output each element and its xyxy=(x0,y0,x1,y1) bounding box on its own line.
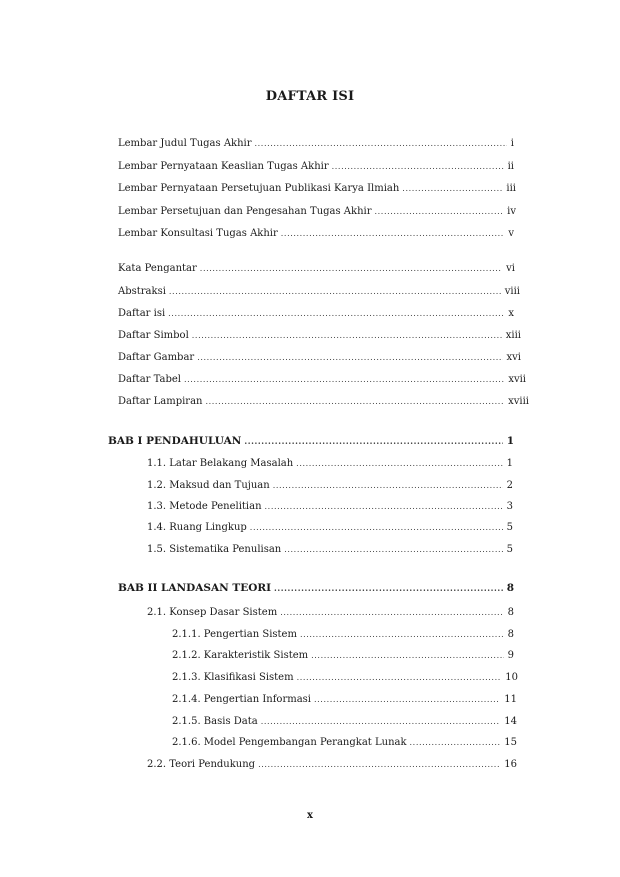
page-title: DAFTAR ISI xyxy=(265,89,355,104)
toc-entry-label: Daftar Lampiran xyxy=(118,396,203,407)
dot-leader xyxy=(296,459,502,469)
dot-leader xyxy=(265,502,503,512)
toc-entry-label: BAB I PENDAHULUAN xyxy=(108,435,242,447)
toc-chapter-entry[interactable] xyxy=(108,431,514,447)
toc-entry-label: 2.1. Konsep Dasar Sistem xyxy=(147,607,278,618)
toc-entry-page: 2 xyxy=(506,480,513,491)
toc-entry-page: ii xyxy=(507,161,514,172)
toc-entry-label: Daftar Tabel xyxy=(118,374,181,385)
toc-entry[interactable] xyxy=(118,134,514,150)
dot-leader xyxy=(273,481,503,491)
dot-leader xyxy=(410,738,501,748)
toc-chapter-entry[interactable] xyxy=(118,578,514,594)
dot-leader xyxy=(375,207,504,217)
toc-entry-page: 11 xyxy=(504,694,517,705)
toc-entry-label: Daftar isi xyxy=(118,308,166,319)
toc-entry-label: 2.1.3. Klasifikasi Sistem xyxy=(172,672,294,683)
dot-leader xyxy=(206,397,505,407)
toc-entry[interactable] xyxy=(118,259,515,275)
toc-entry-label: 1.5. Sistematika Penulisan xyxy=(147,544,282,555)
toc-entry[interactable] xyxy=(172,690,517,706)
toc-entry-label: Lembar Konsultasi Tugas Akhir xyxy=(118,228,278,239)
toc-entry[interactable] xyxy=(147,518,513,534)
dot-leader xyxy=(184,375,504,385)
toc-entry[interactable] xyxy=(147,540,513,556)
toc-entry[interactable] xyxy=(118,224,514,240)
toc-entry-label: 1.4. Ruang Lingkup xyxy=(147,522,247,533)
dot-leader xyxy=(274,583,503,593)
dot-leader xyxy=(258,760,500,770)
toc-entry-page: 15 xyxy=(504,737,517,748)
toc-entry-label: 2.1.6. Model Pengembangan Perangkat Lunak xyxy=(172,737,407,748)
toc-entry[interactable] xyxy=(118,179,516,195)
toc-entry-label: Kata Pengantar xyxy=(118,263,197,274)
toc-entry-page: xvii xyxy=(508,374,526,385)
dot-leader xyxy=(281,229,505,239)
toc-entry-label: 1.3. Metode Penelitian xyxy=(147,501,262,512)
toc-entry-page: 14 xyxy=(504,716,517,727)
toc-entry-page: xiii xyxy=(505,330,521,341)
toc-entry-page: xviii xyxy=(508,396,529,407)
toc-entry-label: 1.2. Maksud dan Tujuan xyxy=(147,480,270,491)
dot-leader xyxy=(402,184,502,194)
toc-entry-page: 5 xyxy=(506,522,513,533)
toc-entry-page: 8 xyxy=(506,582,514,594)
dot-leader xyxy=(255,139,507,149)
dot-leader xyxy=(332,162,504,172)
toc-entry[interactable] xyxy=(147,755,517,771)
toc-entry-label: Lembar Pernyataan Keaslian Tugas Akhir xyxy=(118,161,329,172)
toc-entry[interactable] xyxy=(118,202,516,218)
toc-entry-label: 2.1.4. Pengertian Informasi xyxy=(172,694,312,705)
toc-entry-page: 9 xyxy=(507,650,514,661)
toc-entry[interactable] xyxy=(147,603,514,619)
dot-leader xyxy=(280,608,503,618)
toc-entry-page: 1 xyxy=(506,435,514,447)
page-number: x xyxy=(307,810,313,821)
toc-entry-page: i xyxy=(510,138,514,149)
toc-entry-label: 2.2. Teori Pendukung xyxy=(147,759,256,770)
toc-entry-label: Abstraksi xyxy=(118,286,166,297)
toc-entry-label: Daftar Gambar xyxy=(118,352,195,363)
toc-entry-page: iii xyxy=(506,183,516,194)
toc-entry-label: BAB II LANDASAN TEORI xyxy=(118,582,271,594)
dot-leader xyxy=(200,264,502,274)
dot-leader xyxy=(250,523,503,533)
dot-leader xyxy=(244,436,502,446)
toc-entry[interactable] xyxy=(118,370,526,386)
toc-entry-label: 1.1. Latar Belakang Masalah xyxy=(147,458,294,469)
toc-entry[interactable] xyxy=(118,282,520,298)
toc-entry-page: 8 xyxy=(507,607,514,618)
toc-entry-page: iv xyxy=(507,206,516,217)
toc-entry-page: v xyxy=(508,228,514,239)
dot-leader xyxy=(169,287,501,297)
toc-entry-page: 5 xyxy=(506,544,513,555)
dot-leader xyxy=(311,651,503,661)
toc-entry[interactable] xyxy=(172,668,518,684)
toc-entry[interactable] xyxy=(172,733,517,749)
toc-entry[interactable] xyxy=(172,646,514,662)
toc-entry[interactable] xyxy=(147,454,513,470)
dot-leader xyxy=(261,717,501,727)
toc-entry-page: 10 xyxy=(505,672,518,683)
toc-entry[interactable] xyxy=(118,157,514,173)
toc-entry-page: viii xyxy=(504,286,520,297)
toc-entry-label: 2.1.2. Karakteristik Sistem xyxy=(172,650,309,661)
toc-entry-page: vi xyxy=(506,263,515,274)
toc-entry-label: Lembar Persetujuan dan Pengesahan Tugas Akhir xyxy=(118,206,372,217)
toc-entry-page: 1 xyxy=(506,458,513,469)
toc-entry[interactable] xyxy=(147,476,513,492)
toc-entry-page: x xyxy=(508,308,514,319)
toc-entry-label: 2.1.1. Pengertian Sistem xyxy=(172,629,297,640)
toc-entry-page: xvi xyxy=(506,352,521,363)
dot-leader xyxy=(297,673,502,683)
toc-entry[interactable] xyxy=(118,304,514,320)
toc-entry[interactable] xyxy=(172,712,517,728)
toc-entry[interactable] xyxy=(172,625,514,641)
dot-leader xyxy=(314,695,500,705)
dot-leader xyxy=(300,630,504,640)
toc-entry-label: Lembar Pernyataan Persetujuan Publikasi Karya Ilmiah xyxy=(118,183,400,194)
toc-entry-label: 2.1.5. Basis Data xyxy=(172,716,258,727)
toc-entry-page: 16 xyxy=(504,759,517,770)
toc-entry-page: 8 xyxy=(507,629,514,640)
toc-entry-page: 3 xyxy=(506,501,513,512)
toc-entry-label: Daftar Simbol xyxy=(118,330,189,341)
toc-entry[interactable] xyxy=(147,497,513,513)
dot-leader xyxy=(168,309,504,319)
toc-entry[interactable] xyxy=(118,348,521,364)
dot-leader xyxy=(197,353,502,363)
dot-leader xyxy=(192,331,502,341)
toc-entry[interactable] xyxy=(118,392,529,408)
toc-entry[interactable] xyxy=(118,326,521,342)
dot-leader xyxy=(284,545,502,555)
toc-entry-label: Lembar Judul Tugas Akhir xyxy=(118,138,252,149)
